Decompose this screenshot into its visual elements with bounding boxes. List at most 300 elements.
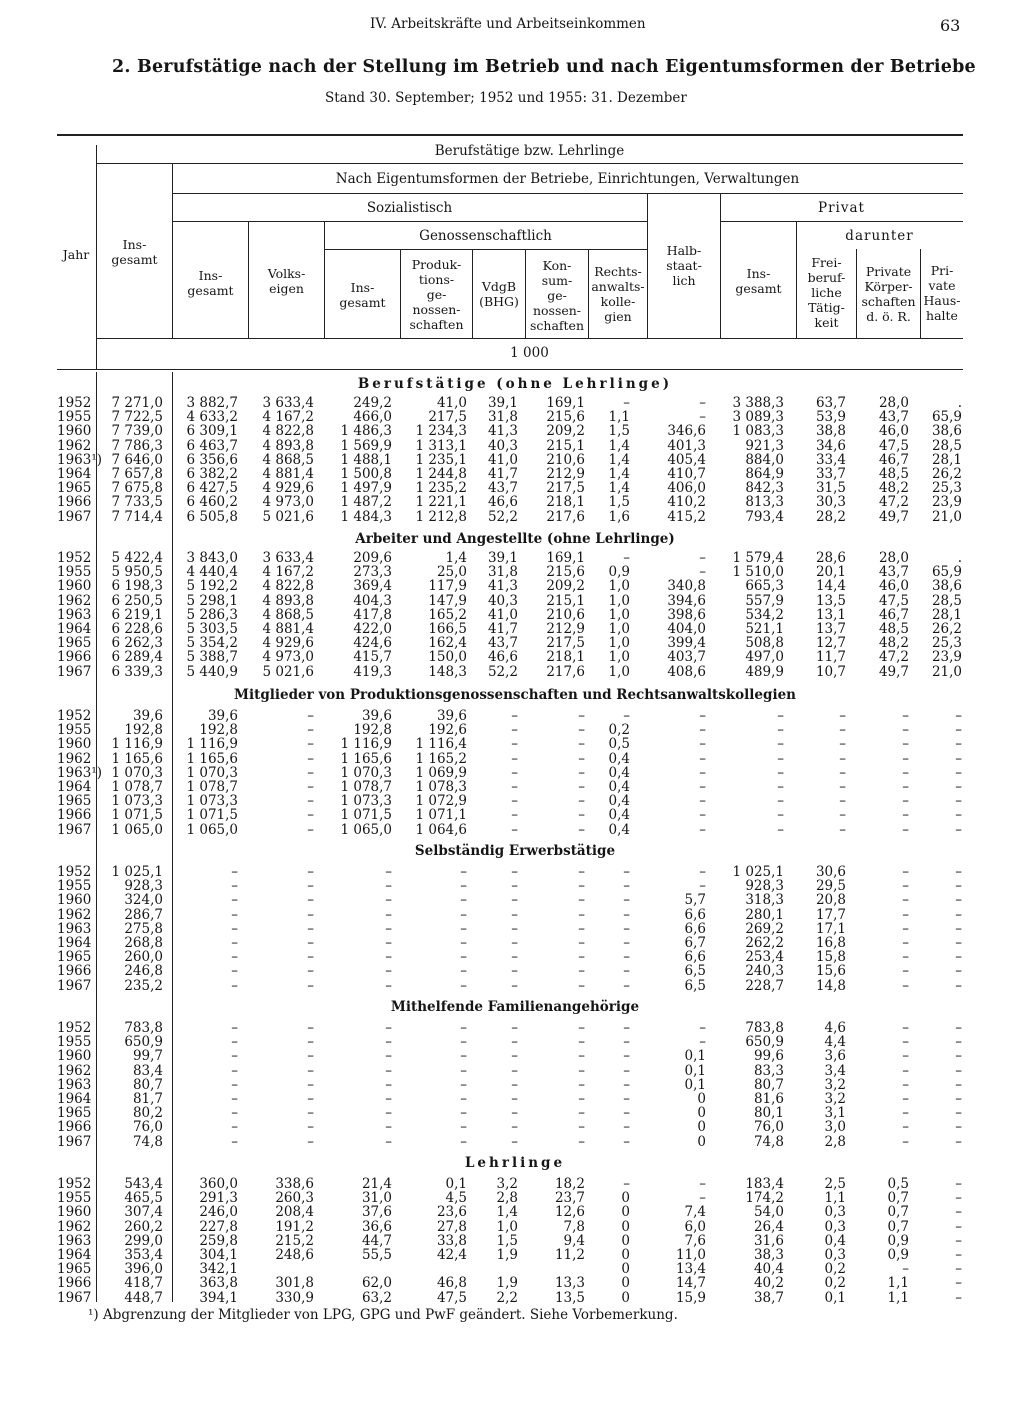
table-cell: –	[902, 1076, 909, 1093]
table-cell: –	[578, 1020, 585, 1036]
table-cell: 342,1	[199, 1261, 238, 1278]
table-cell: 1,0	[608, 649, 630, 666]
table-cell: 41,0	[436, 395, 467, 411]
table-cell: –	[511, 892, 518, 909]
table-cell: 5 354,2	[186, 635, 238, 652]
table-cell: –	[460, 1048, 467, 1065]
table-cell: –	[955, 864, 962, 880]
table-cell: 12,7	[815, 635, 846, 652]
table-cell: –	[902, 708, 909, 724]
row-year: 1962	[57, 1218, 92, 1235]
table-cell: –	[623, 949, 630, 966]
table-cell: 217,6	[546, 663, 585, 680]
table-cell: –	[511, 1020, 518, 1036]
table-cell: –	[777, 821, 784, 838]
table-cell: 4 973,0	[262, 494, 314, 511]
table-cell: 15,6	[815, 963, 846, 980]
table-cell: –	[307, 977, 314, 994]
table-cell: 1 065,0	[186, 821, 238, 838]
table-cell: 1 069,9	[415, 764, 467, 781]
table-cell: –	[385, 878, 392, 895]
table-cell: 20,8	[815, 892, 846, 909]
table-cell: 31,5	[815, 480, 846, 497]
table-cell: 7 714,4	[111, 508, 163, 525]
table-cell: 928,3	[124, 878, 163, 895]
table-cell: 37,6	[361, 1204, 392, 1221]
table-cell: 268,8	[124, 935, 163, 951]
table-cell: 18,2	[554, 1176, 585, 1192]
table-cell: 7 271,0	[111, 395, 163, 411]
table-cell: 1 071,5	[111, 807, 163, 824]
table-cell: 6,6	[684, 920, 706, 937]
table-cell: –	[307, 708, 314, 724]
table-cell: –	[623, 1062, 630, 1079]
row-year: 1955	[57, 1190, 92, 1207]
table-cell: 169,1	[546, 395, 585, 411]
table-cell: 1 165,6	[111, 750, 163, 767]
table-cell: 4 822,8	[262, 423, 314, 440]
table-cell: –	[511, 708, 518, 724]
table-cell: –	[231, 935, 238, 951]
table-cell: –	[955, 736, 962, 753]
table-cell: 4 868,5	[262, 606, 314, 623]
table-cell: 5 286,3	[186, 606, 238, 623]
table-cell: 0,4	[608, 779, 630, 795]
table-cell: –	[511, 764, 518, 781]
table-cell: –	[307, 864, 314, 880]
header-top-rule	[57, 134, 963, 136]
table-cell: 235,2	[124, 977, 163, 994]
table-cell: 0,9	[887, 1232, 909, 1249]
table-cell: 884,0	[745, 451, 784, 468]
table-cell: 17,1	[815, 920, 846, 937]
table-cell: 10,7	[815, 663, 846, 680]
section-title: Mithelfende Familienangehörige	[390, 999, 640, 1015]
table-cell: –	[955, 1275, 962, 1292]
table-cell: –	[460, 963, 467, 980]
table-cell: 4,5	[445, 1190, 467, 1207]
table-cell: 3,6	[824, 1048, 846, 1065]
table-cell: 40,3	[487, 437, 518, 454]
table-cell: 4,6	[824, 1020, 846, 1036]
table-cell: 1 116,4	[415, 736, 467, 753]
header-col-volkseigen: Volks- eigen	[267, 266, 306, 296]
table-cell: 0,1	[684, 1048, 706, 1065]
table-cell: –	[699, 1034, 706, 1051]
table-cell: 218,1	[546, 494, 585, 511]
table-cell: 1 165,2	[415, 750, 467, 767]
table-cell: 6,0	[684, 1218, 706, 1235]
table-cell: 534,2	[745, 606, 784, 623]
table-cell: –	[231, 1062, 238, 1079]
table-cell: 28,2	[815, 508, 846, 525]
table-cell: 6 289,4	[111, 649, 163, 666]
section-title: Lehrlinge	[464, 1155, 566, 1171]
table-cell: 1 486,3	[340, 423, 392, 440]
table-cell: 318,3	[745, 892, 784, 909]
table-cell: 29,5	[815, 878, 846, 895]
table-cell: 14,4	[815, 578, 846, 595]
table-cell: 1,5	[608, 423, 630, 440]
table-cell: 1 579,4	[732, 550, 784, 566]
table-cell: 209,6	[353, 550, 392, 566]
table-cell: 286,7	[124, 906, 163, 923]
table-cell: –	[902, 1020, 909, 1036]
table-cell: 1 487,2	[340, 494, 392, 511]
table-cell: 269,2	[745, 920, 784, 937]
table-cell: 406,0	[667, 480, 706, 497]
table-cell: 25,3	[931, 635, 962, 652]
table-cell: 40,2	[753, 1275, 784, 1292]
table-cell: 6 382,2	[186, 466, 238, 482]
table-cell: 813,3	[745, 494, 784, 511]
table-cell: 1 073,3	[111, 793, 163, 810]
table-cell: –	[511, 779, 518, 795]
table-cell: –	[578, 750, 585, 767]
table-cell: –	[623, 550, 630, 566]
table-cell: 5 303,5	[186, 621, 238, 637]
table-cell: 13,3	[554, 1275, 585, 1292]
table-cell: –	[578, 963, 585, 980]
table-cell: 46,0	[878, 423, 909, 440]
table-cell: –	[955, 1020, 962, 1036]
table-cell: –	[623, 1048, 630, 1065]
table-cell: –	[902, 779, 909, 795]
table-cell: –	[902, 1133, 909, 1150]
table-cell: 3 882,7	[186, 395, 238, 411]
table-cell: –	[955, 1105, 962, 1122]
table-cell: 6,6	[684, 906, 706, 923]
table-cell: –	[385, 963, 392, 980]
row-year: 1965	[57, 635, 92, 652]
table-cell: 7,6	[684, 1232, 706, 1249]
header-col-freiberuf: Frei- beruf- liche Tätig- keit	[807, 255, 846, 330]
table-cell: –	[777, 793, 784, 810]
table-cell: 47,5	[436, 1289, 467, 1306]
table-cell: 192,8	[353, 722, 392, 739]
table-cell: 38,3	[753, 1247, 784, 1263]
table-cell: 246,0	[199, 1204, 238, 1221]
table-cell: 1 078,3	[415, 779, 467, 795]
table-cell: 6 463,7	[186, 437, 238, 454]
table-cell: 0	[621, 1247, 630, 1263]
table-cell: 46,8	[436, 1275, 467, 1292]
table-cell: –	[955, 750, 962, 767]
table-cell: 4 440,4	[186, 564, 238, 581]
table-cell: 260,0	[124, 949, 163, 966]
table-cell: 41,0	[487, 606, 518, 623]
table-cell: 1 025,1	[732, 864, 784, 880]
table-cell: –	[578, 1062, 585, 1079]
table-cell: –	[307, 1133, 314, 1150]
table-cell: 3,1	[824, 1105, 846, 1122]
table-cell: –	[699, 564, 706, 581]
table-cell: –	[623, 1091, 630, 1107]
table-cell: –	[623, 977, 630, 994]
table-cell: –	[955, 708, 962, 724]
table-cell: .	[957, 395, 962, 411]
table-cell: 209,2	[546, 423, 585, 440]
table-cell: 275,8	[124, 920, 163, 937]
table-cell: 1,1	[824, 1190, 846, 1207]
table-cell: 5 298,1	[186, 592, 238, 609]
table-cell: 41,3	[487, 578, 518, 595]
table-cell: 1 072,9	[415, 793, 467, 810]
table-cell: –	[231, 1034, 238, 1051]
table-cell: 338,6	[275, 1176, 314, 1192]
table-cell: 83,3	[753, 1062, 784, 1079]
table-cell: –	[902, 878, 909, 895]
header-rule-1	[96, 163, 963, 164]
table-cell: 410,7	[667, 466, 706, 482]
section-header: IV. Arbeitskräfte und Arbeitseinkommen	[370, 16, 646, 32]
table-cell: –	[699, 821, 706, 838]
table-cell: 1 484,3	[340, 508, 392, 525]
table-cell: 11,0	[675, 1247, 706, 1263]
table-cell: 1 025,1	[111, 864, 163, 880]
table-cell: 346,6	[667, 423, 706, 440]
table-cell: 5 422,4	[111, 550, 163, 566]
table-cell: –	[623, 1105, 630, 1122]
table-cell: –	[777, 807, 784, 824]
table-cell: 353,4	[124, 1247, 163, 1263]
table-cell: –	[839, 764, 846, 781]
table-cell: 6 356,6	[186, 451, 238, 468]
table-cell: 1,6	[608, 508, 630, 525]
table-cell: –	[902, 1048, 909, 1065]
table-cell: 192,8	[124, 722, 163, 739]
table-cell: 208,4	[275, 1204, 314, 1221]
table-cell: 0,1	[684, 1076, 706, 1093]
table-cell: –	[385, 1020, 392, 1036]
table-cell: 191,2	[275, 1218, 314, 1235]
table-cell: 39,1	[487, 395, 518, 411]
table-cell: 0	[621, 1261, 630, 1278]
row-year: 1964	[57, 621, 92, 637]
table-cell: –	[578, 920, 585, 937]
table-cell: 210,6	[546, 606, 585, 623]
table-cell: 6 339,3	[111, 663, 163, 680]
table-cell: 1,4	[608, 437, 630, 454]
table-cell: 448,7	[124, 1289, 163, 1306]
table-cell: –	[460, 1105, 467, 1122]
table-cell: 0,2	[608, 722, 630, 739]
table-cell: 39,6	[207, 708, 238, 724]
table-cell: 5 440,9	[186, 663, 238, 680]
table-cell: 1 510,0	[732, 564, 784, 581]
table-cell: 489,9	[745, 663, 784, 680]
row-year: 1955	[57, 1034, 92, 1051]
table-cell: –	[511, 1062, 518, 1079]
row-year: 1967	[57, 1289, 92, 1306]
table-cell: –	[385, 1091, 392, 1107]
row-year: 1965	[57, 1261, 92, 1278]
table-cell: 174,2	[745, 1190, 784, 1207]
table-cell: 6 505,8	[186, 508, 238, 525]
table-cell: –	[307, 1048, 314, 1065]
table-cell: 48,5	[878, 621, 909, 637]
row-year: 1964	[57, 935, 92, 951]
table-cell: –	[307, 920, 314, 937]
table-cell: –	[902, 906, 909, 923]
table-cell: 41,3	[487, 423, 518, 440]
table-cell: –	[699, 1176, 706, 1192]
table-cell: –	[902, 1119, 909, 1136]
table-cell: –	[578, 1076, 585, 1093]
table-cell: –	[460, 906, 467, 923]
table-cell: –	[511, 1105, 518, 1122]
table-cell: –	[902, 821, 909, 838]
table-cell: –	[307, 906, 314, 923]
row-year: 1966	[57, 649, 92, 666]
table-cell: –	[511, 1091, 518, 1107]
table-cell: –	[902, 920, 909, 937]
table-cell: 80,1	[753, 1105, 784, 1122]
table-cell: 25,3	[931, 480, 962, 497]
table-cell: –	[385, 920, 392, 937]
table-cell: 0	[697, 1119, 706, 1136]
table-cell: 6 309,1	[186, 423, 238, 440]
table-cell: –	[955, 793, 962, 810]
table-cell: –	[699, 793, 706, 810]
table-cell: –	[578, 736, 585, 753]
row-year: 1960	[57, 578, 92, 595]
table-cell: –	[578, 878, 585, 895]
table-cell: 419,3	[353, 663, 392, 680]
table-cell: –	[307, 821, 314, 838]
table-cell: 30,6	[815, 864, 846, 880]
table-cell: 46,6	[487, 494, 518, 511]
table-cell: 3 388,3	[732, 395, 784, 411]
table-cell: –	[511, 793, 518, 810]
table-cell: 65,9	[931, 409, 962, 426]
header-nach-eigentumsformen: Nach Eigentumsformen der Betriebe, Einrichtungen, Verwaltungen	[335, 171, 800, 187]
table-cell: –	[955, 807, 962, 824]
table-cell: 1,0	[608, 606, 630, 623]
row-year: 1966	[57, 963, 92, 980]
table-cell: –	[623, 1076, 630, 1093]
table-cell: 2,5	[824, 1176, 846, 1192]
table-cell: 0,1	[445, 1176, 467, 1192]
table-cell: .	[957, 550, 962, 566]
table-cell: 340,8	[667, 578, 706, 595]
table-cell: –	[623, 864, 630, 880]
table-cell: 28,1	[931, 606, 962, 623]
table-cell: 363,8	[199, 1275, 238, 1292]
table-cell: 39,1	[487, 550, 518, 566]
table-cell: 55,5	[361, 1247, 392, 1263]
table-cell: –	[839, 736, 846, 753]
table-cell: 1 497,9	[340, 480, 392, 497]
row-year: 1960	[57, 423, 92, 440]
table-cell: 215,6	[546, 564, 585, 581]
table-cell: –	[231, 1091, 238, 1107]
row-year: 1966	[57, 807, 92, 824]
table-cell: 1 073,3	[340, 793, 392, 810]
table-cell: –	[231, 920, 238, 937]
table-cell: –	[699, 1020, 706, 1036]
table-cell: 369,4	[353, 578, 392, 595]
table-cell: 301,8	[275, 1275, 314, 1292]
table-cell: –	[902, 764, 909, 781]
row-year: 1960	[57, 1204, 92, 1221]
table-cell: –	[955, 1048, 962, 1065]
row-year: 1963	[57, 920, 92, 937]
table-cell: –	[955, 1119, 962, 1136]
table-cell: 4 633,2	[186, 409, 238, 426]
table-cell: –	[955, 821, 962, 838]
table-cell: 928,3	[745, 878, 784, 895]
table-cell: 4 973,0	[262, 649, 314, 666]
table-cell: –	[511, 821, 518, 838]
row-year: 1962	[57, 437, 92, 454]
table-cell: –	[699, 864, 706, 880]
row-year: 1967	[57, 508, 92, 525]
table-cell: –	[902, 864, 909, 880]
table-cell: –	[307, 807, 314, 824]
table-cell: –	[955, 764, 962, 781]
table-cell: 166,5	[428, 621, 467, 637]
table-cell: 415,2	[667, 508, 706, 525]
section-title: Arbeiter und Angestellte (ohne Lehrlinge)	[355, 531, 675, 547]
header-col-haushalte: Pri- vate Haus- halte	[923, 263, 961, 323]
table-cell: –	[578, 821, 585, 838]
table-cell: 408,6	[667, 663, 706, 680]
table-cell: –	[955, 1218, 962, 1235]
table-cell: 307,4	[124, 1204, 163, 1221]
table-cell: 6,5	[684, 963, 706, 980]
table-cell: 46,0	[878, 578, 909, 595]
table-cell: 227,8	[199, 1218, 238, 1235]
table-cell: 0,2	[824, 1261, 846, 1278]
table-cell: –	[623, 1020, 630, 1036]
table-cell: 28,5	[931, 592, 962, 609]
row-year: 1966	[57, 494, 92, 511]
table-cell: 34,6	[815, 437, 846, 454]
table-cell: 1 083,3	[732, 423, 784, 440]
table-cell: 28,0	[878, 395, 909, 411]
table-cell: 1,4	[608, 451, 630, 468]
table-cell: 508,8	[745, 635, 784, 652]
table-cell: –	[460, 949, 467, 966]
table-cell: 63,2	[361, 1289, 392, 1306]
table-cell: –	[623, 708, 630, 724]
table-cell: 3,0	[824, 1119, 846, 1136]
table-cell: –	[511, 1076, 518, 1093]
table-cell: 49,7	[878, 508, 909, 525]
table-cell: –	[511, 864, 518, 880]
table-cell: 41,0	[487, 451, 518, 468]
table-cell: –	[955, 1133, 962, 1150]
table-cell: 557,9	[745, 592, 784, 609]
table-cell: 1,1	[608, 409, 630, 426]
table-cell: –	[385, 1048, 392, 1065]
table-cell: 0,3	[824, 1247, 846, 1263]
table-cell: 1,0	[608, 578, 630, 595]
table-cell: 4 893,8	[262, 592, 314, 609]
table-cell: 1 212,8	[415, 508, 467, 525]
table-cell: –	[511, 722, 518, 739]
table-cell: 1 165,6	[186, 750, 238, 767]
table-cell: –	[955, 1034, 962, 1051]
table-cell: –	[460, 935, 467, 951]
table-cell: 0,9	[887, 1247, 909, 1263]
table-cell: 0	[621, 1190, 630, 1207]
table-cell: 48,2	[878, 635, 909, 652]
header-rule-5	[96, 338, 963, 339]
table-cell: 6 460,2	[186, 494, 238, 511]
table-cell: 228,7	[745, 977, 784, 994]
